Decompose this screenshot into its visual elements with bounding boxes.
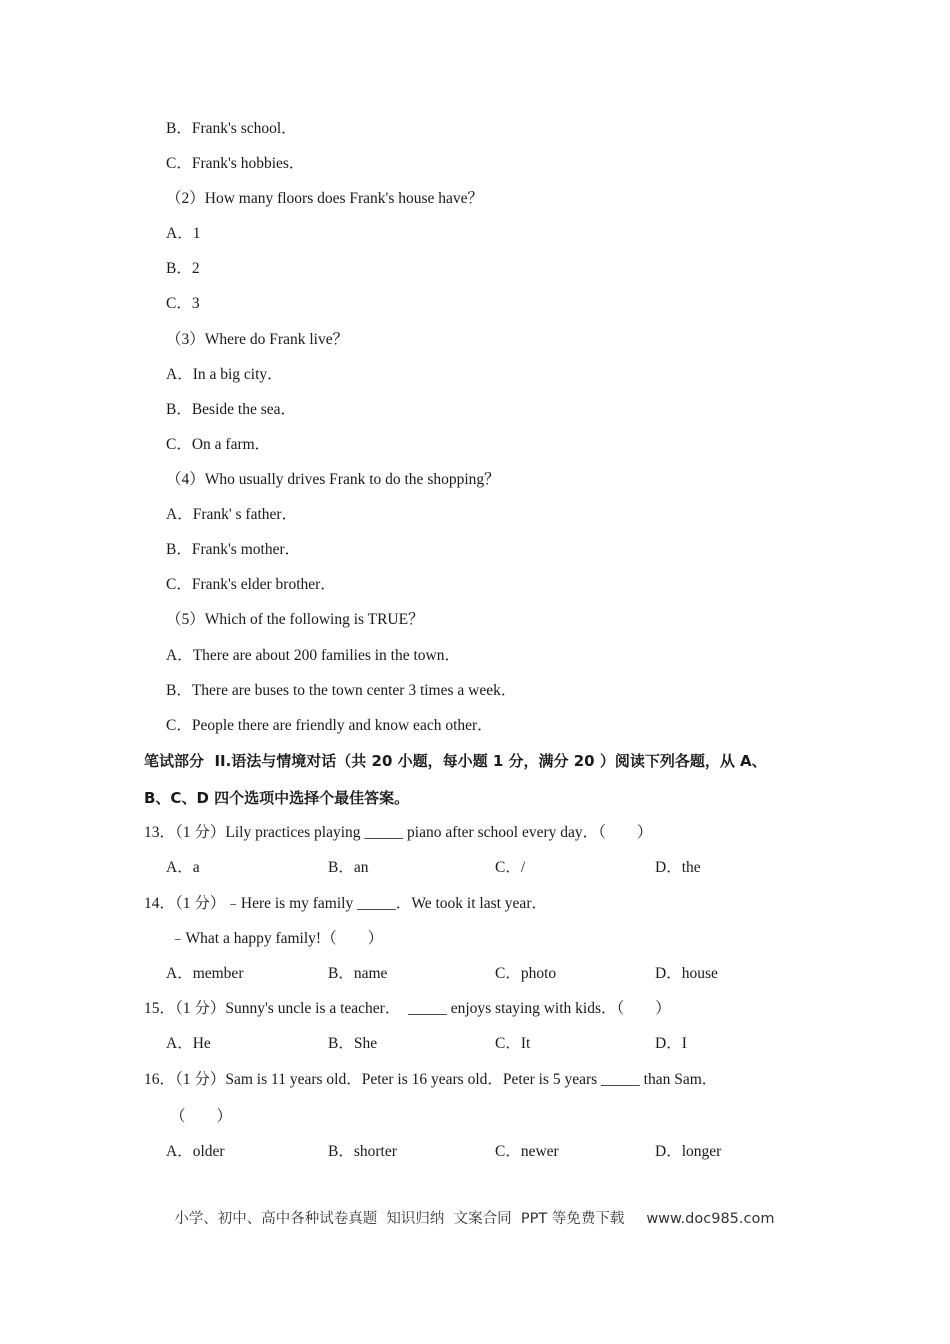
question-4: （4）Who usually drives Frank to do the shopping？ (166, 471, 500, 488)
question-14: 14．（1 分）﹣Here is my family _____．We took it last year． (144, 895, 547, 912)
page-footer (165, 1191, 775, 1228)
choice-c: C．newer (495, 1143, 559, 1160)
choice-d: D．I (655, 1035, 687, 1052)
footer-url[interactable]: www.doc985.com (646, 1211, 775, 1227)
choice-c: C．It (495, 1035, 531, 1052)
question-15: 15．（1 分）Sunny's uncle is a teacher． _____ enjoys staying with kids．（ ） (144, 1000, 671, 1017)
question-5: （5）Which of the following is TRUE？ (166, 611, 424, 628)
choice-d: D．house (655, 965, 718, 982)
option-c: C．People there are friendly and know each other． (166, 717, 493, 734)
question-13: 13．（1 分）Lily practices playing _____ piano after school every day．（ ） (144, 824, 653, 841)
option-a: A．There are about 200 families in the town． (166, 647, 460, 664)
option-b: B．Frank's school． (166, 120, 297, 137)
option-c: C．On a farm． (166, 436, 271, 453)
choice-a: A．older (166, 1143, 225, 1160)
question-14-response: ﹣What a happy family!（ ） (170, 930, 384, 947)
option-c: C．Frank's elder brother． (166, 576, 336, 593)
option-c: C．Frank's hobbies． (166, 155, 305, 172)
footer-text: 小学、初中、高中各种试卷真题 知识归纳 文案合同 PPT 等免费下载 (174, 1211, 625, 1227)
question-3: （3）Where do Frank live？ (166, 331, 349, 348)
question-16: 16．（1 分）Sam is 11 years old．Peter is 16 years old．Peter is 5 years _____ than Sam． (144, 1071, 718, 1088)
answer-bracket: （ ） (170, 1108, 233, 1125)
choice-a: A．He (166, 1035, 211, 1052)
choice-b: B．an (328, 859, 369, 876)
choice-d: D．the (655, 859, 701, 876)
question-2: （2）How many floors does Frank's house have？ (166, 190, 484, 207)
choice-d: D．longer (655, 1143, 722, 1160)
choice-c: C．photo (495, 965, 557, 982)
option-a: A．Frank' s father． (166, 506, 298, 523)
choice-a: A．a (166, 859, 200, 876)
choice-a: A．member (166, 965, 244, 982)
section-heading-cont: B、C、D 四个选项中选择个最佳答案。 (144, 789, 410, 807)
option-a: A．1 (166, 225, 201, 242)
section-heading: 笔试部分 II.语法与情境对话（共 20 小题，每小题 1 分，满分 20 ）阅读下列各题，从 A、 (144, 752, 767, 770)
choice-b: B．shorter (328, 1143, 397, 1160)
option-b: B．Beside the sea． (166, 401, 297, 418)
option-b: B．2 (166, 260, 200, 277)
choice-b: B．name (328, 965, 388, 982)
option-c: C．3 (166, 295, 200, 312)
choice-c: C．/ (495, 859, 526, 876)
option-a: A．In a big city． (166, 366, 283, 383)
choice-b: B．She (328, 1035, 378, 1052)
option-b: B．Frank's mother． (166, 541, 301, 558)
option-b: B．There are buses to the town center 3 times a week． (166, 682, 517, 699)
